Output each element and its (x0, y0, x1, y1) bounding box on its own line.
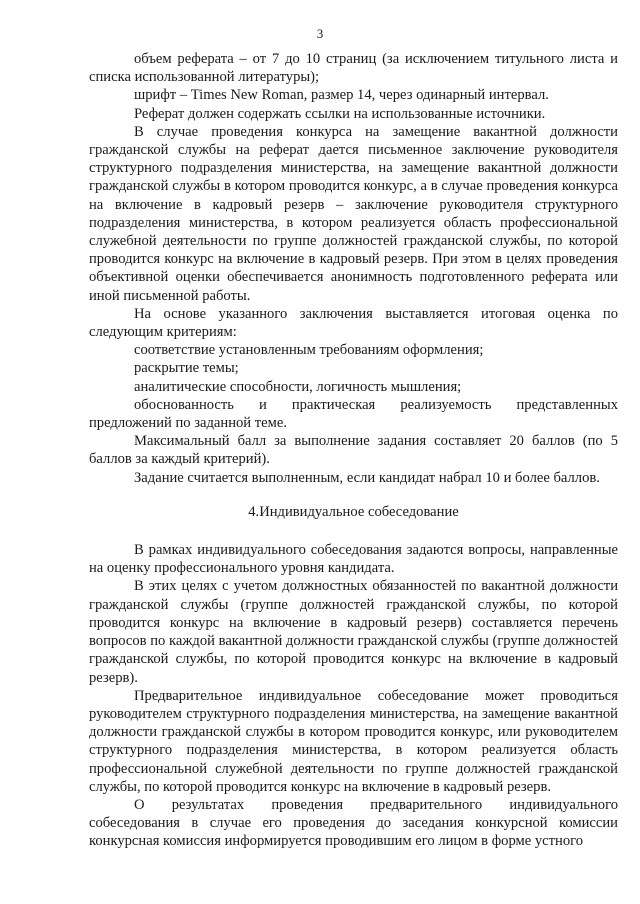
section-heading: 4.Индивидуальное собеседование (248, 503, 459, 520)
paragraph-criteria-intro: На основе указанного заключения выставляется итоговая оценка по следующим критериям: (89, 305, 618, 341)
paragraph-preliminary-interview: Предварительное индивидуальное собеседование может проводиться руководителем структурного подразделения министерства, на замещение вакантной должности гражданской службы в котором проводится конкурс, или руководителем структурного подразделения министерства, в котором реализуется область профессиональной служебной деятельности по группе должностей гражданской службы, по которой проводится конкурс на включение в кадровый резерв. (89, 687, 618, 795)
criterion-feasibility: обоснованность и практическая реализуемость представленных предложений по заданной теме. (89, 396, 618, 432)
paragraph-question-list: В этих целях с учетом должностных обязанностей по вакантной должности гражданской службы (группе должностей гражданской службы, по которой проводится конкурс на включение в кадровый резерв) составляется перечень вопросов по каждой вакантной должности гражданской службы (группе должностей гражданской службы, по которой проводится конкурс на включение в кадровый резерв). (89, 578, 618, 686)
paragraph-references: Реферат должен содержать ссылки на использованные источники. (134, 105, 546, 122)
paragraph-volume: объем реферата – от 7 до 10 страниц (за исключением титульного листа и списка использованной литературы); (89, 51, 618, 86)
paragraph-font: шрифт – Times New Roman, размер 14, через одинарный интервал. (134, 87, 549, 104)
document-body (89, 50, 618, 851)
criterion-analytics: аналитические способности, логичность мышления; (134, 378, 462, 395)
criterion-formatting: соответствие установленным требованиям оформления; (134, 342, 484, 359)
paragraph-conclusion: В случае проведения конкурса на замещение вакантной должности гражданской службы на реферат дается письменное заключение руководителя структурного подразделения министерства, на замещение вакантной должности гражданской службы в котором проводится конкурс, а в случае проведения конкурса на включение в кадровый резерв – заключение руководителя структурного подразделения министерства, в котором реализуется область профессиональной служебной деятельности по группе должностей гражданской службы, по которой проводится конкурс на включение в кадровый резерв. При этом в целях проведения объективной оценки обеспечивается анонимность подготовленного реферата или иной письменной работы. (89, 123, 618, 304)
criterion-topic: раскрытие темы; (134, 360, 239, 377)
paragraph-pass-score: Задание считается выполненным, если кандидат набрал 10 и более баллов. (134, 469, 600, 486)
paragraph-interview-scope: В рамках индивидуального собеседования задаются вопросы, направленные на оценку профессионального уровня кандидата. (89, 542, 618, 577)
paragraph-results: О результатах проведения предварительного индивидуального собеседования в случае его проведения до заседания конкурсной комиссии конкурсная комиссия информируется проводившим его лицом в форме устного (89, 796, 618, 850)
page-number: 3 (316, 26, 324, 41)
paragraph-max-score: Максимальный балл за выполнение задания составляет 20 баллов (по 5 баллов за каждый критерий). (89, 433, 618, 468)
